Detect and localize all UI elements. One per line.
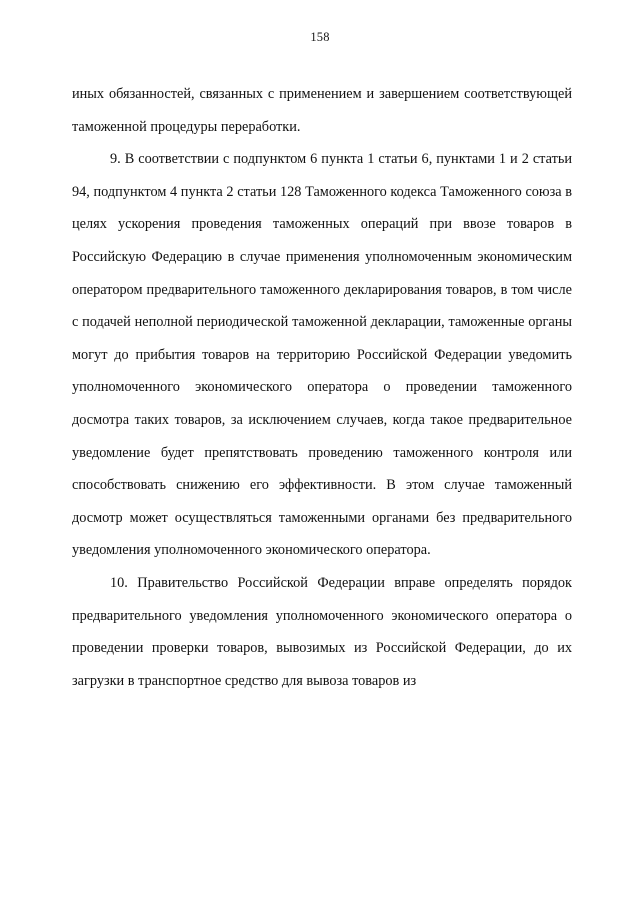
paragraph-9: 9. В соответствии с подпунктом 6 пункта 1 статьи 6, пунктами 1 и 2 статьи 94, подпунктом 4 пункта 2 статьи 128 Таможенного кодекса Таможенного союза в целях ускорения проведения таможенных операций при ввозе товаров в Российскую Федерацию в случае применения уполномоченным экономическим оператором предварительного таможенного декларирования товаров, в том числе с подачей неполной периодической таможенной декларации, таможенные органы могут до прибытия товаров на территорию Российской Федерации уведомить уполномоченного экономического оператора о проведении таможенного досмотра таких товаров, за исключением случаев, когда такое предварительное уведомление будет препятствовать проведению таможенного контроля или способствовать снижению его эффективности. В этом случае таможенный досмотр может осуществляться таможенными органами без предварительного уведомления уполномоченного экономического оператора. <box>72 151 572 559</box>
paragraph-continuation: иных обязанностей, связанных с применением и завершением соответствующей таможенной процедуры переработки. <box>72 86 572 135</box>
document-body <box>72 78 572 697</box>
page-number: 158 <box>310 30 330 44</box>
paragraph-10: 10. Правительство Российской Федерации вправе определять порядок предварительного уведомления уполномоченного экономического оператора о проведении проверки товаров, вывозимых из Российской Федерации, до их загрузки в транспортное средство для вывоза товаров из <box>72 574 572 689</box>
